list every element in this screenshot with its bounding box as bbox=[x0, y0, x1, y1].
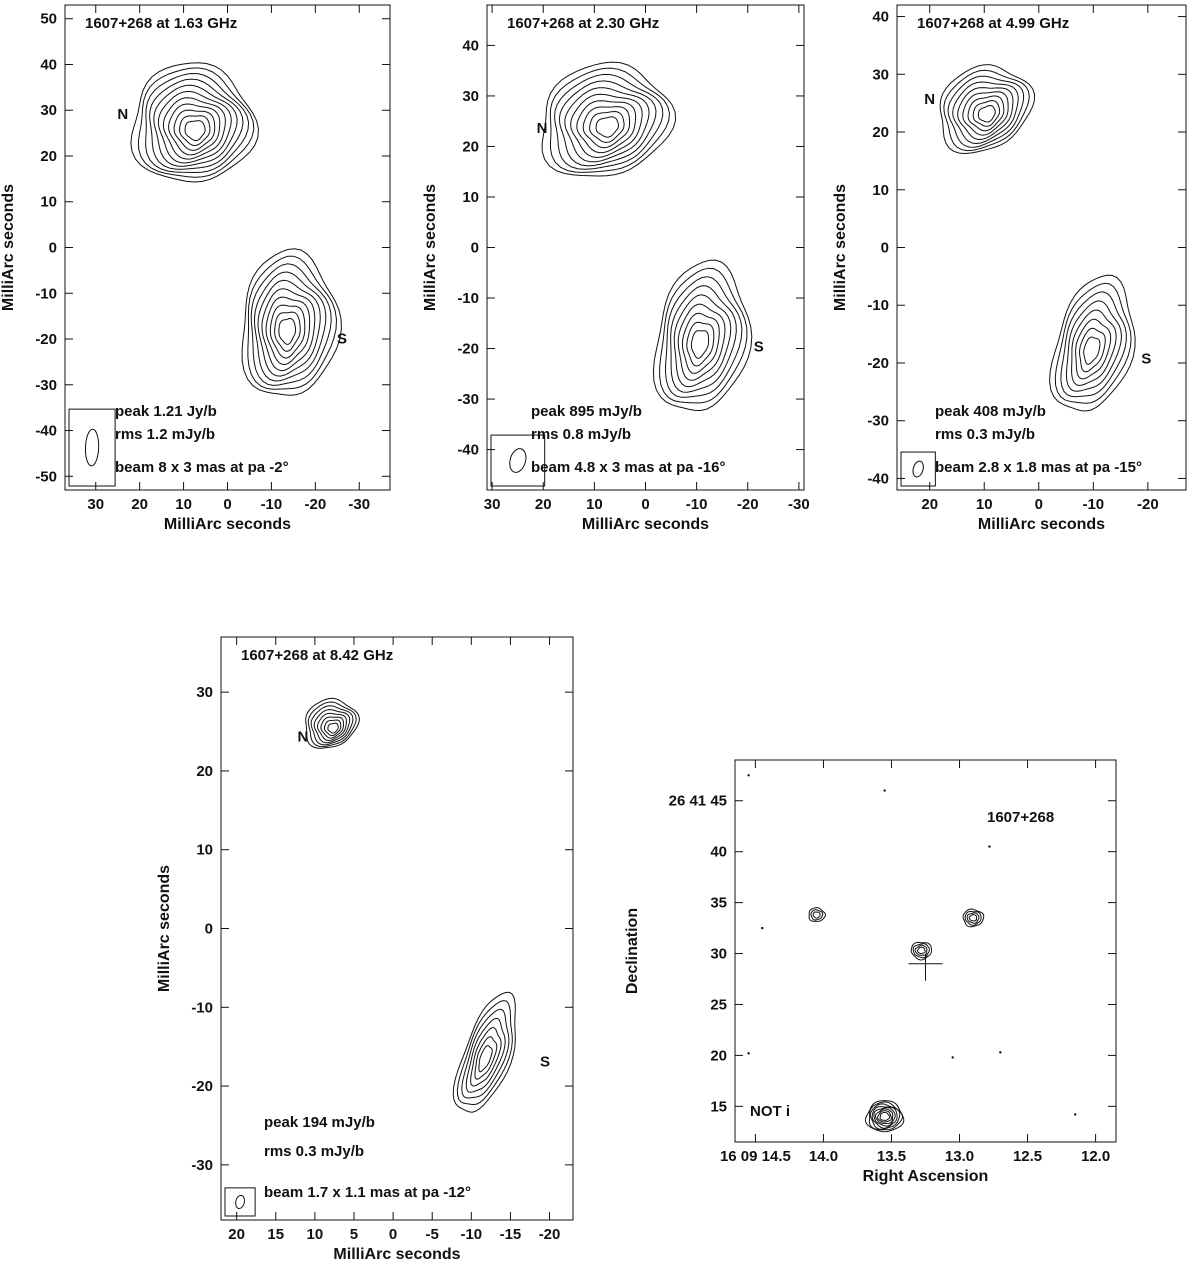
x-tick-label: 15 bbox=[267, 1226, 285, 1243]
y-tick-label: 30 bbox=[196, 684, 213, 702]
x-tick-label: 0 bbox=[388, 1226, 398, 1243]
component-label-s: S bbox=[336, 330, 348, 348]
noise-speck bbox=[883, 789, 885, 791]
plot-frame bbox=[65, 5, 390, 490]
y-tick-label: -10 bbox=[867, 297, 889, 315]
x-tick-label: -30 bbox=[348, 496, 371, 513]
x-tick-label: -30 bbox=[788, 496, 810, 513]
panel-title: 1607+268 at 1.63 GHz bbox=[85, 15, 238, 32]
beam-ellipse bbox=[911, 460, 925, 478]
component-label-n: N bbox=[536, 120, 548, 138]
y-tick-label: 40 bbox=[872, 8, 889, 26]
y-tick-label: 30 bbox=[872, 66, 889, 84]
peak-annotation: peak 1.21 Jy/b bbox=[115, 403, 217, 420]
component-label-n: N bbox=[924, 90, 936, 108]
y-tick-label: 10 bbox=[40, 193, 57, 211]
contour-level bbox=[691, 331, 708, 359]
y-tick-label: -40 bbox=[35, 422, 57, 440]
contour-level bbox=[671, 286, 737, 393]
y-tick-label: 20 bbox=[196, 762, 213, 780]
y-tick-label: 30 bbox=[710, 945, 727, 963]
y-tick-label: -10 bbox=[35, 285, 57, 303]
y-tick-label: 15 bbox=[710, 1098, 727, 1116]
x-tick-label: -20 bbox=[736, 496, 759, 513]
y-axis-label: MilliArc seconds bbox=[832, 183, 849, 312]
x-tick-label: 20 bbox=[534, 496, 552, 513]
x-tick-label: -20 bbox=[538, 1226, 561, 1243]
y-tick-label: -30 bbox=[35, 376, 57, 394]
panel-1-63ghz bbox=[0, 5, 390, 533]
panel-title: 1607+268 at 2.30 GHz bbox=[507, 15, 660, 32]
x-tick-label: 20 bbox=[228, 1226, 245, 1243]
source-contour bbox=[918, 947, 926, 953]
y-tick-label: -20 bbox=[867, 354, 889, 372]
component-label-s: S bbox=[539, 1053, 550, 1071]
x-tick-label: 13.5 bbox=[876, 1148, 907, 1165]
beam-annotation: beam 2.8 x 1.8 mas at pa -15° bbox=[935, 459, 1142, 476]
x-tick-label: -15 bbox=[499, 1226, 522, 1243]
y-tick-label: 10 bbox=[462, 188, 479, 206]
x-tick-label: 0 bbox=[641, 496, 650, 513]
x-tick-label: -10 bbox=[260, 496, 283, 513]
x-tick-label: -20 bbox=[1136, 496, 1159, 513]
contour-level bbox=[1080, 328, 1106, 372]
x-tick-label: -10 bbox=[1082, 496, 1105, 513]
contour-level bbox=[258, 280, 320, 376]
beam-box bbox=[69, 409, 115, 486]
contour-level bbox=[146, 74, 249, 173]
y-tick-label: 20 bbox=[462, 138, 479, 156]
y-tick-label: -20 bbox=[457, 340, 479, 358]
contour-level bbox=[457, 1001, 512, 1105]
contour-level bbox=[596, 117, 619, 137]
y-tick-label: 20 bbox=[710, 1047, 727, 1065]
y-tick-label: 10 bbox=[196, 841, 213, 859]
contour-level bbox=[255, 272, 326, 381]
beam-ellipse bbox=[234, 1194, 245, 1209]
y-tick-label: -30 bbox=[457, 391, 479, 409]
y-tick-label: 0 bbox=[48, 239, 57, 257]
contour-level bbox=[973, 101, 999, 127]
beam-annotation: beam 8 x 3 mas at pa -2° bbox=[115, 459, 289, 476]
beam-box bbox=[225, 1188, 255, 1216]
panel-optical-not-i bbox=[624, 760, 1116, 1185]
contour-level bbox=[559, 81, 656, 166]
panel-4-99ghz bbox=[832, 5, 1186, 533]
contour-level bbox=[565, 88, 649, 162]
beam-box bbox=[901, 452, 935, 486]
component-label-s: S bbox=[1141, 350, 1152, 368]
panel-title: 1607+268 at 4.99 GHz bbox=[917, 15, 1070, 32]
panel-8-42ghz bbox=[156, 637, 573, 1263]
x-tick-label: -10 bbox=[685, 496, 708, 513]
component-label-n: N bbox=[297, 728, 309, 746]
x-tick-label: 12.5 bbox=[1012, 1148, 1043, 1165]
y-tick-label: -50 bbox=[35, 468, 57, 486]
x-tick-label: -20 bbox=[304, 496, 327, 513]
x-tick-label: 12.0 bbox=[1080, 1148, 1111, 1165]
y-tick-label: -10 bbox=[457, 290, 479, 308]
rms-annotation: rms 0.8 mJy/b bbox=[531, 426, 632, 443]
y-axis-label: MilliArc seconds bbox=[156, 864, 173, 993]
contour-level bbox=[1055, 283, 1131, 403]
contour-level bbox=[475, 1037, 497, 1079]
y-tick-label: 0 bbox=[204, 920, 213, 938]
noise-speck bbox=[761, 927, 763, 929]
y-tick-label: 40 bbox=[462, 37, 479, 55]
x-tick-label: 0 bbox=[223, 496, 232, 513]
y-tick-label: 40 bbox=[710, 843, 727, 861]
x-tick-label: 10 bbox=[175, 496, 192, 513]
y-axis-label: MilliArc seconds bbox=[422, 183, 439, 312]
y-tick-label: -30 bbox=[867, 412, 889, 430]
y-tick-label: 40 bbox=[40, 56, 57, 74]
contour-level bbox=[169, 104, 220, 155]
noise-speck bbox=[988, 845, 990, 847]
noise-speck bbox=[1074, 1113, 1076, 1115]
rms-annotation: rms 0.3 mJy/b bbox=[935, 426, 1036, 443]
beam-annotation: beam 1.7 x 1.1 mas at pa -12° bbox=[264, 1184, 471, 1201]
x-tick-label: 14.0 bbox=[808, 1148, 839, 1165]
noise-speck bbox=[999, 1051, 1001, 1053]
y-axis-label: Declination bbox=[624, 907, 641, 995]
contour-level bbox=[328, 723, 338, 733]
beam-annotation: beam 4.8 x 3 mas at pa -16° bbox=[531, 459, 726, 476]
peak-annotation: peak 408 mJy/b bbox=[935, 403, 1046, 420]
y-axis-label: MilliArc seconds bbox=[0, 183, 17, 312]
contour-level bbox=[248, 256, 337, 389]
x-tick-label: 0 bbox=[1034, 496, 1043, 513]
y-tick-label: 30 bbox=[40, 102, 57, 120]
x-axis-label: MilliArc seconds bbox=[163, 516, 292, 533]
noise-speck bbox=[747, 774, 749, 776]
y-tick-label: 50 bbox=[40, 10, 57, 28]
x-tick-label: 30 bbox=[483, 496, 501, 513]
x-tick-label: -10 bbox=[460, 1226, 483, 1243]
x-tick-label: -5 bbox=[425, 1226, 439, 1243]
x-tick-label: 30 bbox=[87, 496, 105, 513]
x-tick-label: 20 bbox=[921, 496, 939, 513]
x-tick-label: 10 bbox=[586, 496, 603, 513]
y-tick-label: 25 bbox=[710, 996, 727, 1014]
x-tick-label: 20 bbox=[131, 496, 149, 513]
contour-level bbox=[262, 289, 315, 371]
y-tick-label: 35 bbox=[710, 894, 727, 912]
y-tick-label: 30 bbox=[462, 87, 479, 105]
panel-title: 1607+268 at 8.42 GHz bbox=[241, 647, 394, 664]
y-tick-label: 10 bbox=[872, 181, 889, 199]
y-tick-label: -20 bbox=[35, 331, 57, 349]
contour-level bbox=[978, 106, 995, 123]
beam-ellipse bbox=[85, 429, 99, 466]
x-tick-label: 13.0 bbox=[944, 1148, 975, 1165]
contour-level bbox=[158, 91, 231, 163]
component-label-n: N bbox=[117, 105, 129, 123]
contour-level bbox=[958, 88, 1013, 140]
y-tick-label: -10 bbox=[191, 999, 213, 1017]
peak-annotation: peak 895 mJy/b bbox=[531, 403, 642, 420]
rms-annotation: rms 0.3 mJy/b bbox=[264, 1143, 365, 1160]
contour-level bbox=[1084, 337, 1100, 364]
x-tick-label: 10 bbox=[975, 496, 993, 513]
contour-level bbox=[590, 112, 625, 143]
source-contour bbox=[969, 915, 977, 921]
plot-frame bbox=[221, 637, 573, 1220]
y-tick-label: -30 bbox=[191, 1156, 213, 1174]
contour-level bbox=[462, 1009, 509, 1098]
y-tick-label: -40 bbox=[457, 441, 479, 459]
peak-annotation: peak 194 mJy/b bbox=[264, 1114, 375, 1131]
component-label-s: S bbox=[753, 338, 764, 356]
rms-annotation: rms 1.2 mJy/b bbox=[115, 426, 216, 443]
panel-2-30ghz bbox=[422, 5, 810, 533]
contour-level bbox=[1061, 292, 1126, 397]
contour-level bbox=[266, 297, 310, 364]
noise-speck bbox=[747, 1052, 749, 1054]
contour-level bbox=[550, 68, 669, 172]
panel-title: 1607+268 bbox=[987, 809, 1055, 826]
noise-speck bbox=[952, 1056, 954, 1058]
x-axis-label: MilliArc seconds bbox=[977, 516, 1106, 533]
contour-level bbox=[279, 319, 296, 345]
x-axis-label: MilliArc seconds bbox=[333, 1246, 461, 1263]
beam-ellipse bbox=[507, 447, 528, 475]
x-axis-label: Right Ascension bbox=[862, 1168, 989, 1185]
y-tick-label: 20 bbox=[40, 147, 57, 165]
contour-level bbox=[466, 1018, 505, 1092]
source-contour bbox=[880, 1112, 890, 1120]
y-tick-label: 0 bbox=[470, 239, 479, 257]
x-tick-label: 16 09 14.5 bbox=[719, 1148, 791, 1165]
x-tick-label: 5 bbox=[349, 1226, 359, 1243]
x-tick-label: 10 bbox=[306, 1226, 324, 1243]
y-tick-label: 0 bbox=[880, 239, 889, 257]
y-tick-label: 26 41 45 bbox=[668, 792, 727, 810]
filter-annotation: NOT i bbox=[750, 1103, 790, 1120]
source-contour bbox=[813, 912, 820, 918]
y-tick-label: -20 bbox=[191, 1078, 213, 1096]
y-tick-label: -40 bbox=[867, 470, 889, 488]
contour-level bbox=[687, 322, 714, 366]
x-axis-label: MilliArc seconds bbox=[581, 516, 710, 533]
y-tick-label: 20 bbox=[872, 124, 889, 142]
contour-level bbox=[185, 121, 205, 141]
